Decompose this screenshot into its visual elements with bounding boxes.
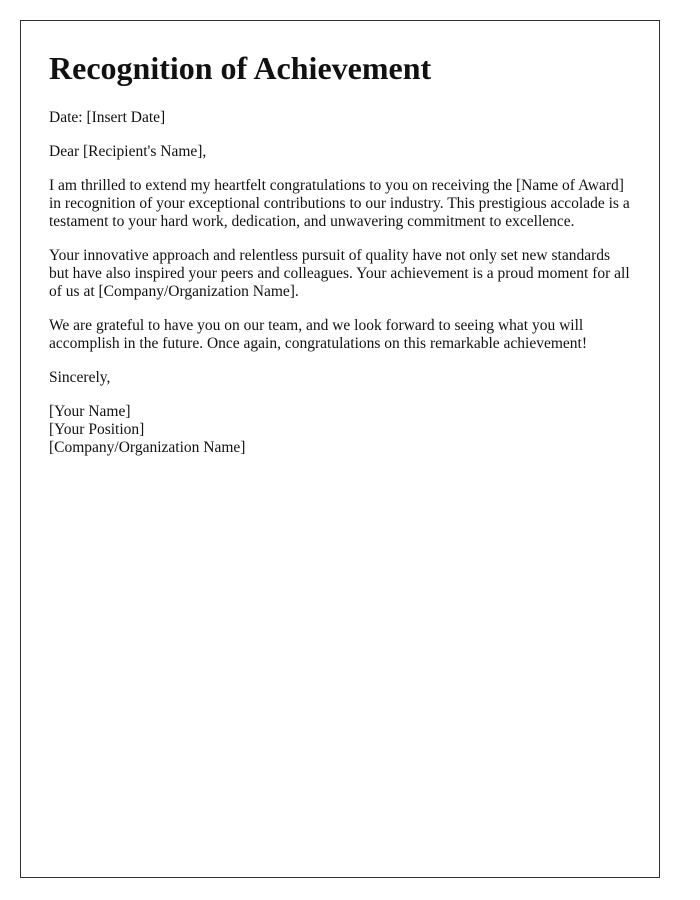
date-line: Date: [Insert Date] <box>49 109 166 126</box>
body-paragraph-2: Your innovative approach and relentless pursuit of quality have not only set new standards but have also inspired your peers and colleagues. Your achievement is a proud moment for all of us at [Company/Organization Name]. <box>49 247 630 300</box>
signature-position: [Your Position] <box>49 421 145 438</box>
salutation: Dear [Recipient's Name], <box>49 143 207 160</box>
letter-title: Recognition of Achievement <box>49 50 432 86</box>
signature-block <box>49 403 631 457</box>
signature-organization: [Company/Organization Name] <box>49 439 246 456</box>
signature-name: [Your Name] <box>49 403 131 420</box>
closing: Sincerely, <box>49 369 111 386</box>
body-paragraph-1: I am thrilled to extend my heartfelt congratulations to you on receiving the [Name of Award] in recognition of your exceptional contributions to our industry. This prestigious accolade is a testament to your hard work, dedication, and unwavering commitment to excellence. <box>49 177 630 230</box>
body-paragraph-3: We are grateful to have you on our team, and we look forward to seeing what you will accomplish in the future. Once again, congratulations on this remarkable achievement! <box>49 317 587 352</box>
letter-page <box>20 20 660 878</box>
